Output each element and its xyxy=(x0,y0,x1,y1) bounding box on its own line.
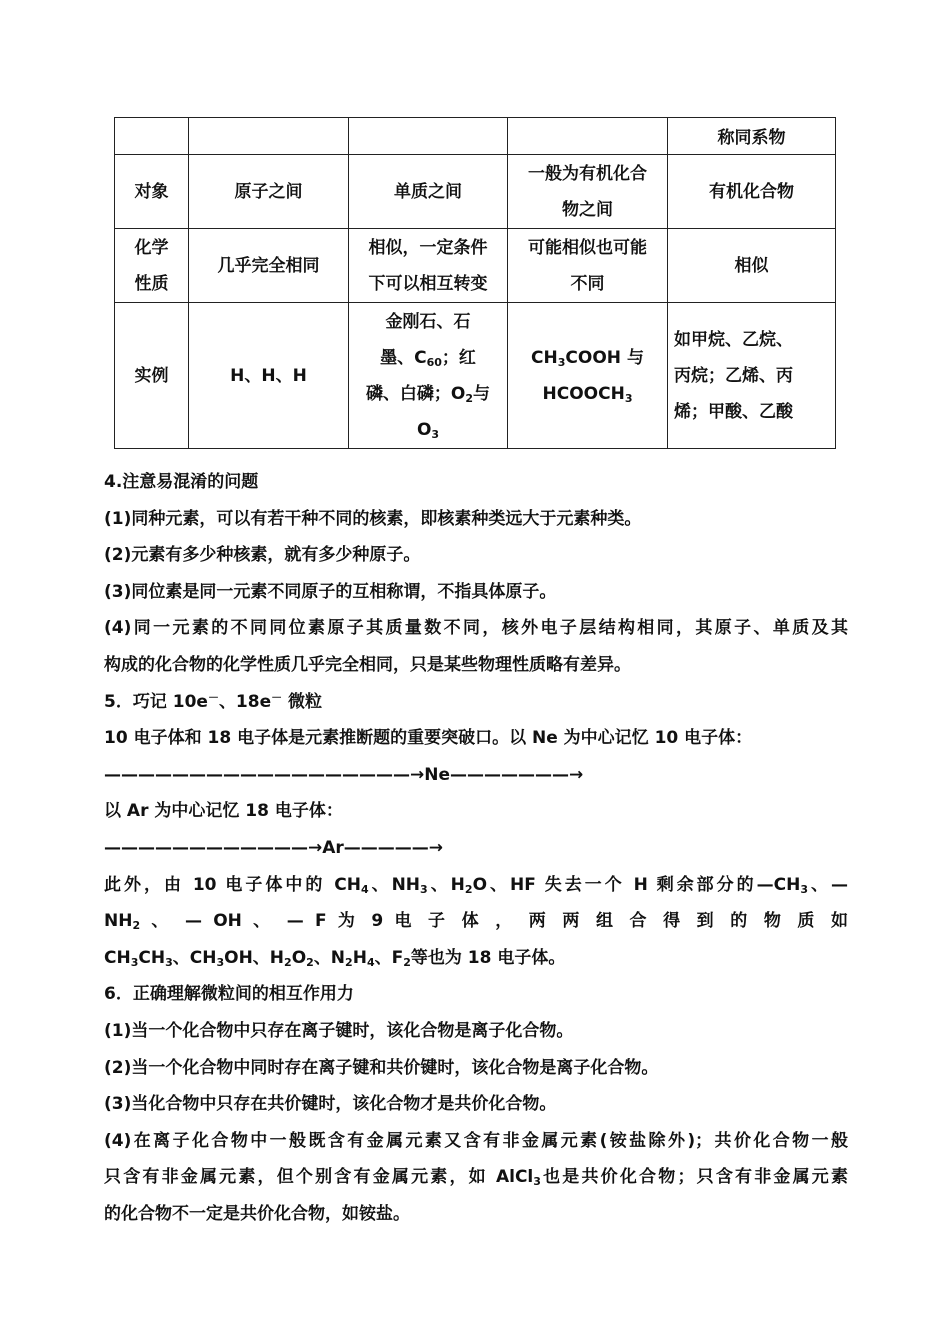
table-row xyxy=(115,303,836,449)
paragraph: (4)在离子化合物中一般既含有金属元素又含有非金属元素(铵盐除外)；共价化合物一般 xyxy=(104,1130,848,1151)
paragraph: $CH_3CH_3$、$CH_3OH$、$H_2O_2$、$N_2H_4$、$F_2$等也为 18 电子体。 xyxy=(104,947,566,969)
paragraph: 以 Ar 为中心记忆 18 电子体： xyxy=(104,801,343,822)
table-cell xyxy=(508,229,668,303)
cell-line: 化学 xyxy=(134,237,169,258)
table-cell: 单质之间 xyxy=(349,155,508,229)
section-5-title: 5．巧记 10e－、18e－ 微粒 xyxy=(104,690,323,712)
paragraph: 构成的化合物的化学性质几乎完全相同，只是某些物理性质略有差异。 xyxy=(104,654,631,675)
paragraph: 只含有非金属元素，但个别含有金属元素，如 AlCl$_3$也是共价化合物；只含有非金属元素 xyxy=(104,1167,848,1189)
paragraph: (2)当一个化合物中同时存在离子键和共价键时，该化合物是离子化合物。 xyxy=(104,1057,659,1078)
ar-mnemonic-line: ————————————→Ar—————→ xyxy=(104,837,444,858)
ne-mnemonic-line: ——————————————————→Ne———————→ xyxy=(104,764,584,785)
table-cell: 相似 xyxy=(668,229,836,303)
table-cell xyxy=(189,118,349,155)
table-cell: 有机化合物 xyxy=(668,155,836,229)
paragraph: (4)同一元素的不同同位素原子其质量数不同，核外电子层结构相同，其原子、单质及其 xyxy=(104,618,848,639)
cell-line: 可能相似也可能 xyxy=(528,237,647,258)
cell-line: 不同 xyxy=(570,273,605,294)
paragraph: (1)当一个化合物中只存在离子键时，该化合物是离子化合物。 xyxy=(104,1020,574,1041)
paragraph: (3)同位素是同一元素不同原子的互相称谓，不指具体原子。 xyxy=(104,581,557,602)
table-cell xyxy=(508,118,668,155)
row-header-object: 对象 xyxy=(115,155,189,229)
table-row xyxy=(115,155,836,229)
paragraph: (2)元素有多少种核素，就有多少种原子。 xyxy=(104,545,421,566)
table-cell xyxy=(508,155,668,229)
cell-line: 性质 xyxy=(134,273,169,294)
table-cell: H、H、H xyxy=(189,303,349,449)
cell-line: 物之间 xyxy=(562,199,613,220)
section-4-title: 4.注意易混淆的问题 xyxy=(104,472,259,492)
table-cell: 原子之间 xyxy=(189,155,349,229)
paragraph: 此外，由 10 电子体中的 $CH_4$、$NH_3$、$H_2O$、HF 失去一个 H 剩余部分的$—CH_3$、— xyxy=(104,874,848,896)
paragraph: $NH_2$ 、 — OH 、 — F 为 9 电 子 体 ， 两 两 组 合 得 到 的 物 质 如 xyxy=(104,911,848,933)
table-row xyxy=(115,118,836,155)
row-header-chemical-property xyxy=(115,229,189,303)
table-cell xyxy=(349,229,508,303)
section-6-title: 6．正确理解微粒间的相互作用力 xyxy=(104,984,354,1005)
paragraph: 10 电子体和 18 电子体是元素推断题的重要突破口。以 Ne 为中心记忆 10 电子体： xyxy=(104,728,753,749)
table-cell: $CH_3COOH$ 与 $HCOOCH_3$ xyxy=(508,303,668,449)
table-cell: 几乎完全相同 xyxy=(189,229,349,303)
paragraph: 的化合物不一定是共价化合物，如铵盐。 xyxy=(104,1203,410,1224)
table-cell: 称同系物 xyxy=(668,118,836,155)
paragraph: (1)同种元素，可以有若干种不同的核素，即核素种类远大于元素种类。 xyxy=(104,508,642,529)
paragraph: (3)当化合物中只存在共价键时，该化合物才是共价化合物。 xyxy=(104,1094,557,1115)
table-cell xyxy=(115,118,189,155)
cell-line: 下可以相互转变 xyxy=(368,273,488,294)
cell-line: 相似，一定条件 xyxy=(368,237,488,258)
cell-line: 一般为有机化合 xyxy=(528,163,647,184)
comparison-table xyxy=(114,117,836,449)
body-text xyxy=(104,464,848,1232)
table-cell: 金刚石、石 墨、$C_{60}$；红 磷、白磷；$O_2$与 $O_3$ xyxy=(349,303,508,449)
table-cell xyxy=(349,118,508,155)
table-cell: 如甲烷、乙烷、 丙烷；乙烯、丙 烯；甲酸、乙酸 xyxy=(668,303,836,449)
row-header-example: 实例 xyxy=(115,303,189,449)
table-row xyxy=(115,229,836,303)
